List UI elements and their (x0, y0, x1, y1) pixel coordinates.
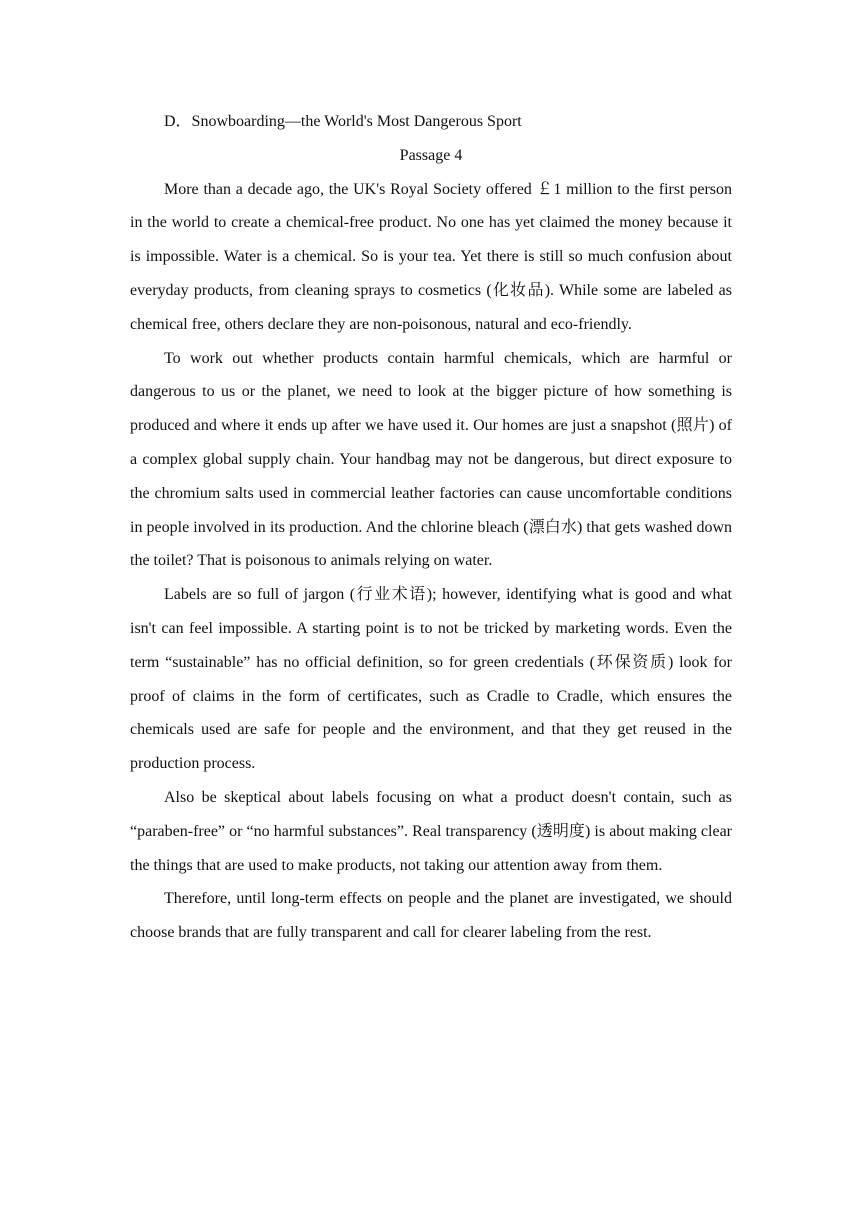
passage-title: Passage 4 (399, 146, 463, 164)
answer-option-d: D．Snowboarding—the World's Most Dangerous Sport (164, 113, 522, 130)
paragraph-5: Therefore, until long-term effects on people and the planet are investigated, we should choose brands that are fully transparent and call for clearer labeling from the rest. (130, 890, 732, 942)
paragraph-4: Also be skeptical about labels focusing on what a product doesn't contain, such as “paraben-free” or “no harmful substances”. Real transparency (透明度) is about making clear the things that are used to make products, not taking our attention away from them. (130, 788, 732, 874)
paragraph-2: To work out whether products contain harmful chemicals, which are harmful or dangerous to us or the planet, we need to look at the bigger picture of how something is produced and where it ends up after we have used it. Our homes are just a snapshot (照片) of a complex global supply chain. Your handbag may not be dangerous, but direct exposure to the chromium salts used in commercial leather factories can cause uncomfortable conditions in people involved in its production. And the chlorine bleach (漂白水) that gets washed down the toilet? That is poisonous to animals relying on water. (130, 349, 732, 570)
paragraph-3: Labels are so full of jargon (行业术语); however, identifying what is good and what isn't can feel impossible. A starting point is to not be tricked by marketing words. Even the term “sustainable” has no official definition, so for green credentials (环保资质) look for proof of claims in the form of certificates, such as Cradle to Cradle, which ensures the chemicals used are safe for people and the environment, and that they get reused in the production process. (130, 586, 732, 773)
document-page (130, 105, 732, 950)
paragraph-1: More than a decade ago, the UK's Royal Society offered ￡1 million to the first person in the world to create a chemical-free product. No one has yet claimed the money because it is impossible. Water is a chemical. So is your tea. Yet there is still so much confusion about everyday products, from cleaning sprays to cosmetics (化妆品). While some are labeled as chemical free, others declare they are non-poisonous, natural and eco-friendly. (130, 180, 732, 333)
